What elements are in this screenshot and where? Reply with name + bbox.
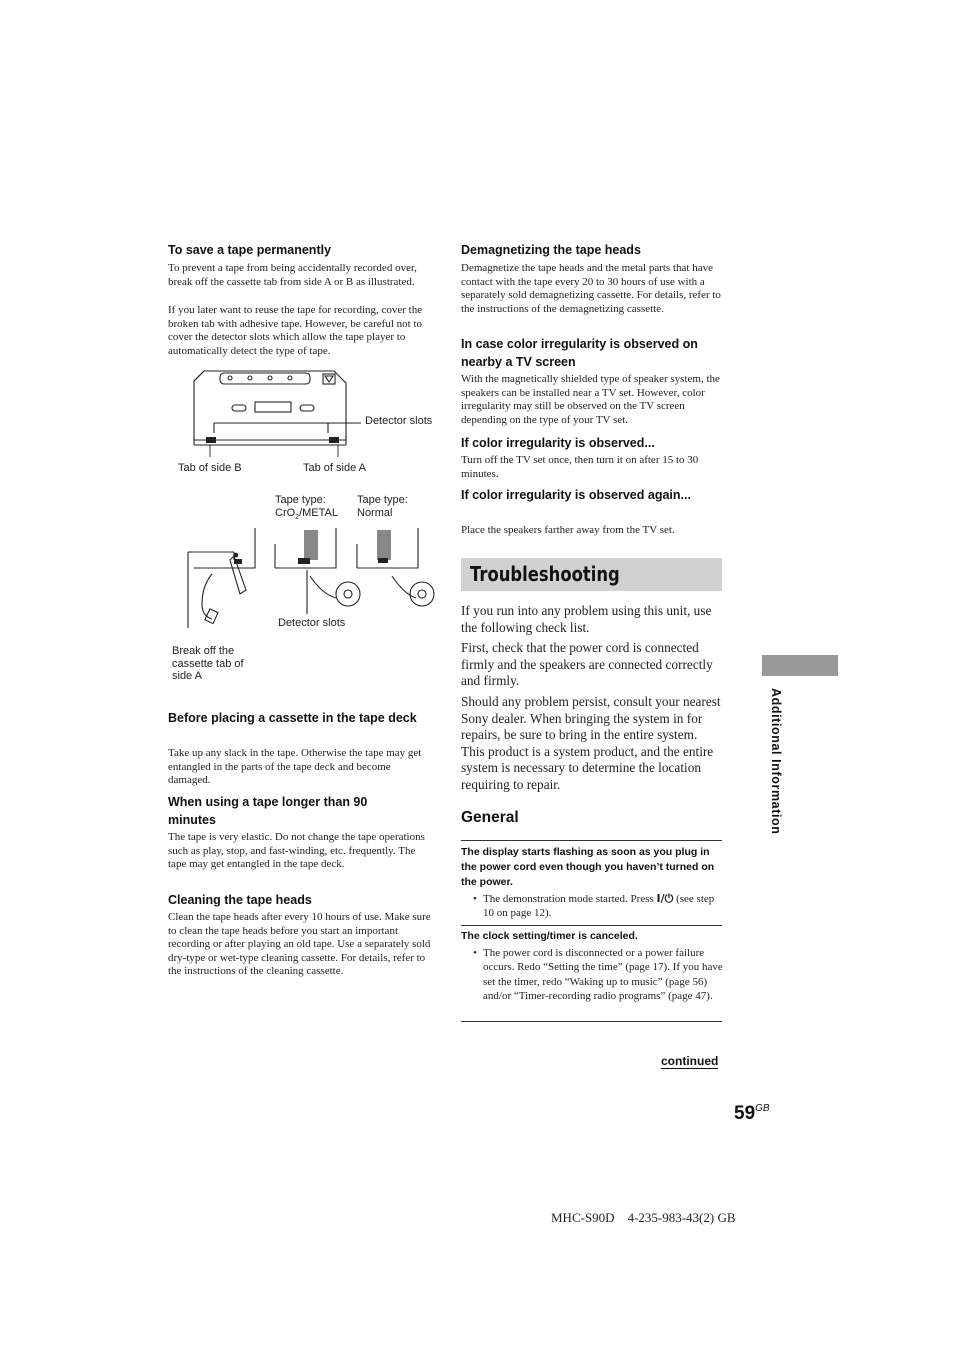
- troubleshooting-paragraph-1: If you run into any problem using this unit, use the following check list.: [461, 603, 712, 635]
- problem-clock-canceled: The clock setting/timer is canceled.: [461, 930, 638, 942]
- tape-type-label-1: Tape type:: [275, 494, 326, 506]
- section-heading-if-again: If color irregularity is observed again...: [461, 488, 691, 502]
- section-heading-longer-tape: When using a tape longer than 90 minutes: [168, 795, 368, 827]
- tab-of-side-b-label: Tab of side B: [178, 462, 242, 474]
- tape-type-normal: Normal: [357, 507, 393, 519]
- problem-display-flashing: The display starts flashing as soon as you plug in the power cord even though you haven’t turned on the power.: [461, 846, 715, 888]
- troubleshooting-title: Troubleshooting: [470, 562, 620, 586]
- demagnetizing-text: Demagnetize the tape heads and the metal parts that have contact with the tape every 20 to 30 hours of use with a separately sold demagnetizing cassette. For details, refer to the instructions of the demagnetizing cassette.: [461, 262, 721, 315]
- detector-slots-label-bottom: Detector slots: [278, 617, 346, 629]
- bullet-2: •: [473, 947, 477, 959]
- if-color-text: Turn off the TV set once, then turn it on after 15 to 30 minutes.: [461, 454, 699, 480]
- troubleshooting-paragraph-2: First, check that the power cord is connected firmly and the speakers are connected correctly and firmly.: [461, 640, 713, 688]
- cleaning-text: Clean the tape heads after every 10 hours of use. Make sure to clean the tape heads before you start an important recording or after playing an old tape. Use a separately sold dry-type or wet-type cleaning cassette. For details, refer to the instructions of the cleaning cassette.: [168, 911, 431, 978]
- save-tape-paragraph-1: To prevent a tape from being accidentally recorded over, break off the cassette tab from side A or B as illustrated.: [168, 262, 417, 288]
- if-again-text: Place the speakers farther away from the TV set.: [461, 524, 675, 536]
- section-tab-marker: [762, 655, 838, 676]
- model-code: MHC-S90D 4-235-983-43(2) GB: [551, 1210, 736, 1225]
- solution-display-flashing: The demonstration mode started. Press I/⏻ (see step 10 on page 12).: [483, 892, 715, 920]
- divider-3: [461, 1021, 722, 1022]
- continued-label: continued: [661, 1054, 719, 1068]
- longer-tape-text: The tape is very elastic. Do not change the tape operations such as play, stop, and fast-winding, etc. frequently. The tape may get entangled in the tape deck.: [168, 831, 425, 871]
- color-irregularity-text: With the magnetically shielded type of speaker system, the speakers can be installed near a TV set. However, color irregularity may still be observed on the TV screen depending on the type of your TV set.: [461, 373, 720, 426]
- save-tape-paragraph-2: If you later want to reuse the tape for recording, cover the broken tab with adhesive tape. However, be careful not to cover the detector slots which allow the tape player to automatically detect the type of tape.: [168, 304, 423, 357]
- section-sidebar-label: Additional Information: [769, 688, 783, 835]
- bullet-1: •: [473, 893, 477, 905]
- troubleshooting-paragraph-3: Should any problem persist, consult your nearest Sony dealer. When bringing the system in for repairs, be sure to bring in the entire system. This product is a system product, and the entire system is necessary to determine the location requiring to repair.: [461, 694, 721, 792]
- break-off-tab-label: Break off the cassette tab of side A: [172, 645, 244, 683]
- section-heading-if-color: If color irregularity is observed...: [461, 436, 655, 450]
- section-heading-save-tape: To save a tape permanently: [168, 243, 332, 257]
- section-heading-demagnetizing: Demagnetizing the tape heads: [461, 243, 641, 257]
- page-number: $59^{GB}$: [734, 1103, 770, 1124]
- divider-2: [461, 925, 722, 926]
- tape-type-cro2-metal: CrO$_2$/METAL: [275, 507, 338, 522]
- detector-slots-label-top: Detector slots: [365, 415, 433, 427]
- tab-of-side-a-label: Tab of side A: [303, 462, 366, 474]
- section-heading-color-irregularity: In case color irregularity is observed on nearby a TV screen: [461, 337, 698, 369]
- tape-type-label-2: Tape type:: [357, 494, 408, 506]
- general-heading: General: [461, 809, 519, 826]
- divider-1: [461, 840, 722, 841]
- troubleshooting-banner: [461, 558, 722, 591]
- before-placing-text: Take up any slack in the tape. Otherwise the tape may get entangled in the parts of the tape deck and become damaged.: [168, 747, 422, 787]
- section-heading-before-placing: Before placing a cassette in the tape deck: [168, 711, 417, 725]
- section-heading-cleaning: Cleaning the tape heads: [168, 893, 312, 907]
- solution-clock-canceled: The power cord is disconnected or a power failure occurs. Redo “Setting the time” (page 17). If you have set the timer, redo “Waking up to music” (page 56) and/or “Timer-recording radio programs” (page 47).: [483, 947, 723, 1003]
